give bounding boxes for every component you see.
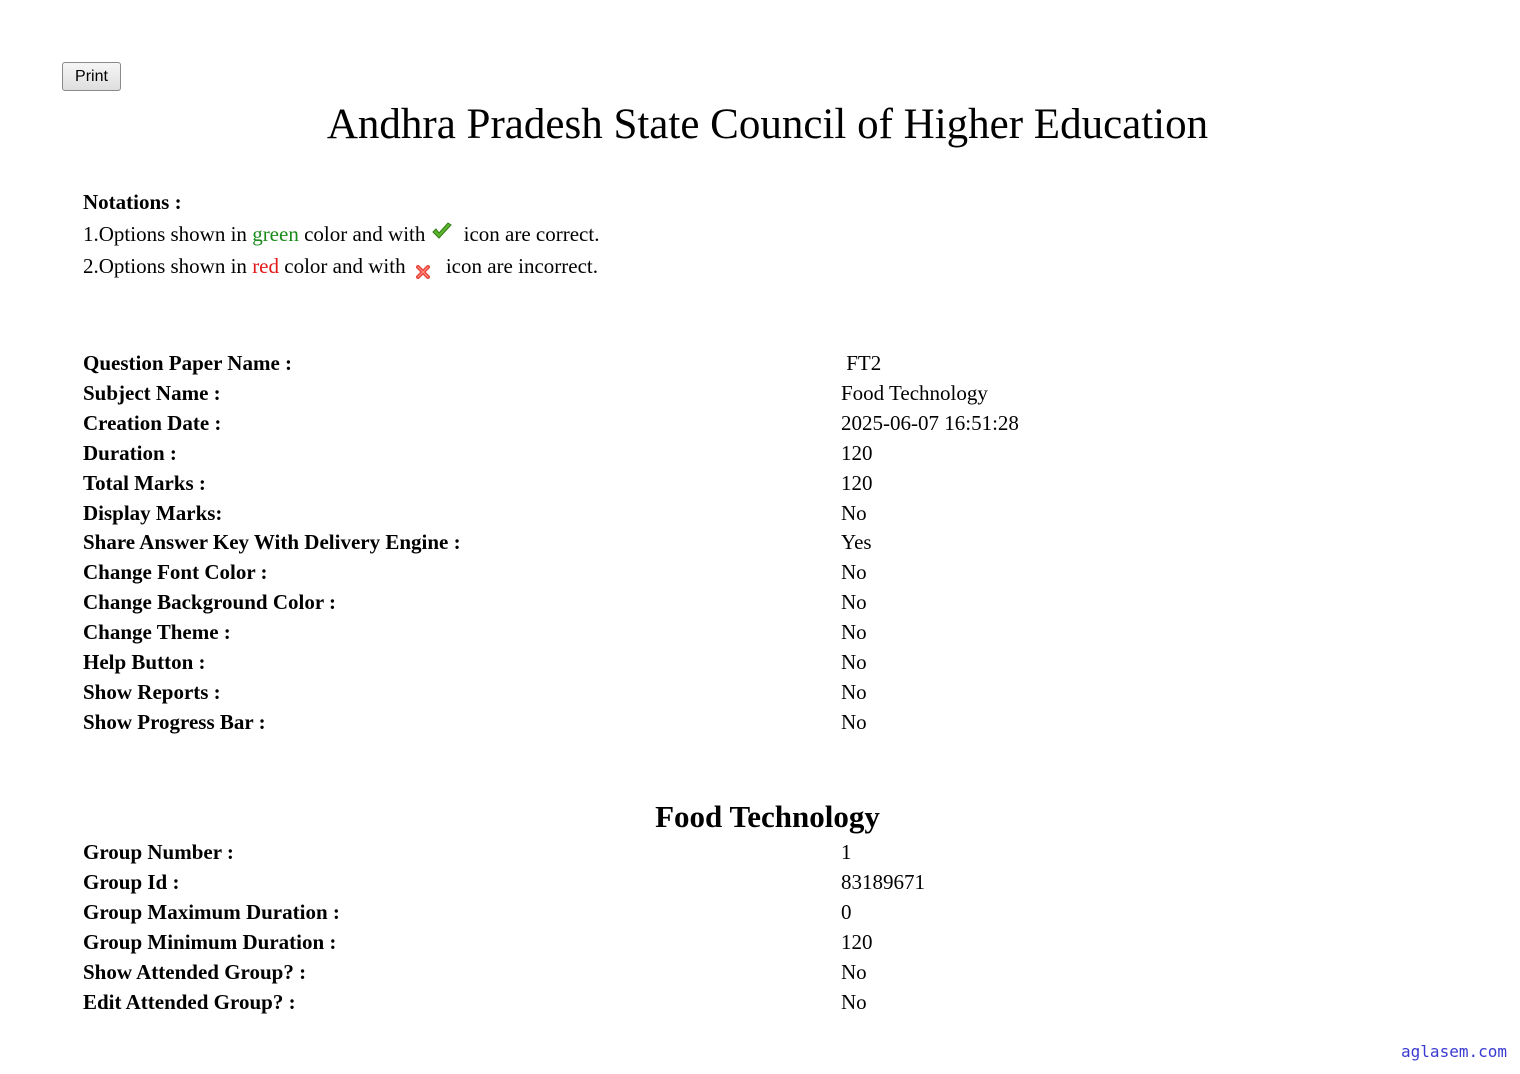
table-row: [83, 838, 1083, 868]
field-value: 1: [841, 840, 852, 864]
field-value: 120: [841, 440, 873, 465]
field-label: Show Reports :: [83, 679, 221, 704]
green-word: green: [252, 222, 299, 246]
section-title: Food Technology: [655, 799, 880, 834]
field-value: No: [841, 620, 867, 645]
page-title: Andhra Pradesh State Council of Higher Education: [326, 101, 1209, 148]
field-value: No: [841, 989, 867, 1014]
field-label: Change Background Color :: [83, 590, 337, 615]
notations-heading: Notations :: [83, 190, 182, 214]
notation-incorrect: [83, 250, 599, 282]
table-row: [83, 928, 1083, 958]
field-label: Display Marks:: [83, 500, 223, 525]
field-value: Food Technology: [841, 380, 988, 405]
field-label: Group Number :: [83, 840, 234, 864]
table-row: [83, 558, 1083, 588]
field-label: Help Button :: [83, 650, 206, 675]
table-row: [83, 958, 1083, 988]
table-row: [83, 409, 1083, 439]
field-value: No: [841, 959, 867, 984]
red-word: red: [252, 254, 280, 278]
notation-text: color and with: [279, 254, 406, 278]
field-label: Show Attended Group? :: [83, 959, 307, 984]
table-row: [83, 648, 1083, 678]
table-row: [83, 528, 1083, 558]
watermark-text: aglasem.com: [1401, 1042, 1507, 1061]
table-row: [83, 988, 1083, 1018]
check-icon: [431, 220, 453, 242]
field-label: Show Progress Bar :: [83, 709, 266, 734]
table-row: [83, 499, 1083, 529]
field-label: Change Font Color :: [83, 560, 268, 585]
field-label: Group Maximum Duration :: [83, 899, 340, 924]
field-value: No: [841, 500, 867, 525]
field-label: Change Theme :: [83, 620, 231, 645]
table-row: [83, 898, 1083, 928]
field-value: No: [841, 650, 867, 675]
table-row: [83, 379, 1083, 409]
field-value: 2025-06-07 16:51:28: [841, 410, 1019, 435]
field-value: 120: [841, 929, 873, 954]
table-row: [83, 439, 1083, 469]
paper-info-table: [83, 349, 1083, 738]
table-row: [83, 469, 1083, 499]
field-label: Share Answer Key With Delivery Engine :: [83, 530, 461, 555]
field-label: Creation Date :: [83, 410, 222, 435]
notation-text: color and with: [298, 222, 426, 246]
cross-icon: [416, 256, 430, 270]
field-value: FT2: [841, 351, 882, 375]
notation-text: 2.Options shown in: [83, 254, 253, 278]
field-label: Group Id :: [83, 869, 180, 894]
print-button[interactable]: Print: [62, 62, 121, 91]
table-row: [83, 349, 1083, 379]
table-row: [83, 618, 1083, 648]
table-row: [83, 708, 1083, 738]
table-row: [83, 588, 1083, 618]
notation-correct: [83, 218, 599, 250]
field-label: Edit Attended Group? :: [83, 989, 296, 1014]
table-row: [83, 678, 1083, 708]
group-info-table: [83, 838, 1083, 1017]
field-label: Duration :: [83, 440, 177, 465]
field-label: Group Minimum Duration :: [83, 929, 337, 954]
field-label: Subject Name :: [83, 380, 221, 405]
notation-text: 1.Options shown in: [83, 222, 253, 246]
field-value: No: [841, 560, 867, 585]
field-label: Question Paper Name :: [83, 351, 293, 375]
field-value: 120: [841, 470, 873, 495]
field-value: Yes: [841, 530, 872, 555]
field-value: No: [841, 679, 867, 704]
notation-text: icon are correct.: [458, 222, 600, 246]
field-value: 0: [841, 899, 852, 924]
notation-text: icon are incorrect.: [440, 254, 598, 278]
field-value: 83189671: [841, 869, 925, 894]
notations: [83, 186, 599, 282]
field-value: No: [841, 709, 867, 734]
field-label: Total Marks :: [83, 470, 206, 495]
field-value: No: [841, 590, 867, 615]
table-row: [83, 868, 1083, 898]
